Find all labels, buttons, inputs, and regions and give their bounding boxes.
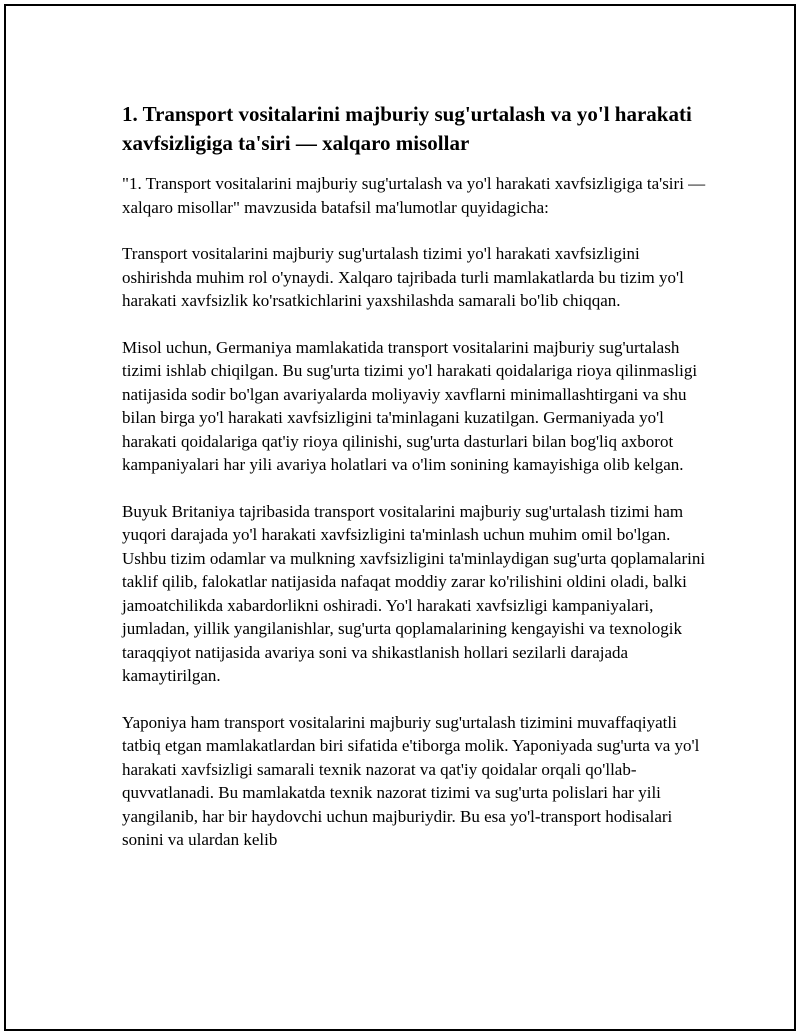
paragraph-intro: "1. Transport vositalarini majburiy sug'urtalash va yo'l harakati xavfsizligiga ta'siri — xalqaro misollar" mavzusida batafsil ma'lumotlar quyidagicha: xyxy=(122,174,706,217)
page-frame xyxy=(4,4,796,1031)
document-title: 1. Transport vositalarini majburiy sug'urtalash va yo'l harakati xavfsizligiga ta'siri — xalqaro misollar xyxy=(122,102,692,155)
paragraph-germany: Misol uchun, Germaniya mamlakatida transport vositalarini majburiy sug'urtalash tizimi ishlab chiqilgan. Bu sug'urta tizimi yo'l harakati qoidalariga rioya qilinmasligi natijasida sodir bo'lgan avariyalarda moliyaviy xavflarni minimallashtirgani va shu bilan birga yo'l harakati xavfsizligini ta'minlagani kuzatilgan. Germaniyada yo'l harakati qoidalariga qat'iy rioya qilinishi, sug'urta dasturlari bilan bog'liq axborot kampaniyalari har yili avariya holatlari va o'lim sonining kamayishiga olib kelgan. xyxy=(122,337,698,474)
paragraph-britain: Buyuk Britaniya tajribasida transport vositalarini majburiy sug'urtalash tizimi ham yuqori darajada yo'l harakati xavfsizligini ta'minlash uchun muhim omil bo'lgan. Ushbu tizim odamlar va mulkning xavfsizligini ta'minlaydigan sug'urta qoplamalarini taklif qilib, falokatlar natijasida nafaqat moddiy zarar ko'rilishini oldini oladi, balki jamoatchilikda xabardorlikni oshiradi. Yo'l harakati xavfsizligi kampaniyalari, jumladan, yillik yangilanishlar, sug'urta qoplamalarining kengayishi va texnologik taraqqiyot natijasida avariya soni va shikastlanish hollari sezilarli darajada kamaytirilgan. xyxy=(122,501,706,685)
paragraph-overview: Transport vositalarini majburiy sug'urtalash tizimi yo'l harakati xavfsizligini oshirishda muhim rol o'ynaydi. Xalqaro tajribada turli mamlakatlarda bu tizim yo'l harakati xavfsizlik ko'rsatkichlarini yaxshilashda samarali bo'lib chiqqan. xyxy=(122,244,684,310)
paragraph-japan: Yaponiya ham transport vositalarini majburiy sug'urtalash tizimini muvaffaqiyatli tatbiq etgan mamlakatlardan biri sifatida e'tiborga molik. Yaponiyada sug'urta va yo'l harakati xavfsizligi samarali texnik nazorat va qat'iy qoidalar orqali qo'llab-quvvatlanadi. Bu mamlakatda texnik nazorat tizimi va sug'urta polislari har yili yangilanib, har bir haydovchi uchun majburiydir. Bu esa yo'l-transport hodisalari sonini va ulardan kelib xyxy=(122,712,700,849)
document-body xyxy=(122,100,712,875)
